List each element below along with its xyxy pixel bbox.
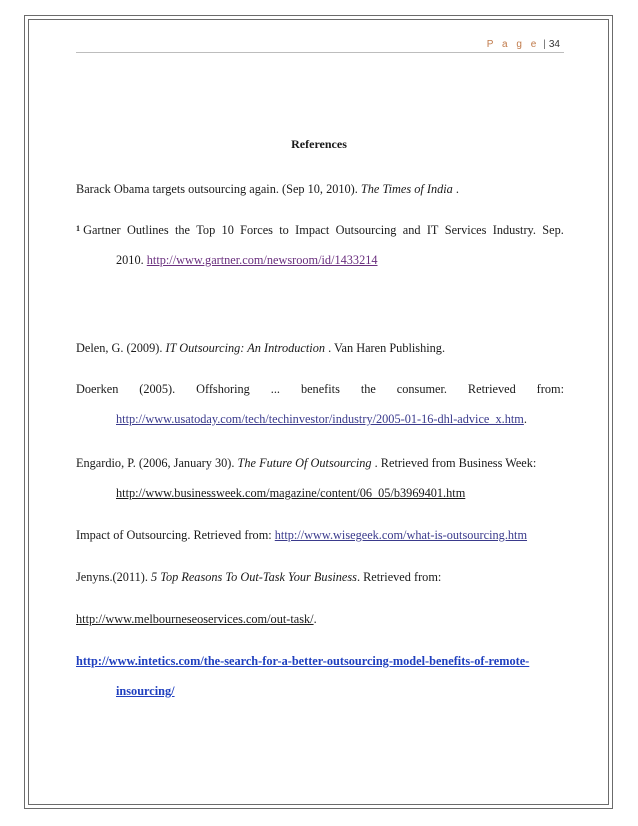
reference-text: Engardio, P. (2006, January 30). bbox=[76, 456, 238, 470]
reference-tail: . Van Haren Publishing. bbox=[325, 341, 446, 355]
reference-line bbox=[76, 222, 564, 238]
page-separator: | bbox=[543, 39, 546, 50]
reference-tail: . bbox=[523, 412, 527, 426]
reference-source: The Times of India bbox=[360, 182, 453, 196]
reference-word: the bbox=[174, 223, 190, 237]
melbourne-link[interactable]: http://www.melbourneseoservices.com/out-task/ bbox=[76, 612, 314, 626]
reference-word: 10 bbox=[221, 223, 234, 237]
reference-continuation bbox=[116, 252, 378, 268]
page-label: P a g e bbox=[486, 39, 540, 50]
reference-text: Impact of Outsourcing. Retrieved from: bbox=[76, 528, 275, 542]
reference-melbourne bbox=[76, 611, 564, 627]
reference-word: Top bbox=[196, 223, 216, 237]
reference-word: (2005). bbox=[139, 382, 176, 396]
intetics-link[interactable]: http://www.intetics.com/the-search-for-a-better-outsourcing-model-benefits-of-remote- bbox=[76, 654, 530, 668]
reference-tail: . Retrieved from: bbox=[356, 570, 442, 584]
reference-word: Outsourcing bbox=[335, 223, 397, 237]
intetics-link-continued[interactable]: insourcing/ bbox=[116, 684, 175, 698]
usatoday-link[interactable]: http://www.usatoday.com/tech/techinvestor/industry/2005-01-16-dhl-advice_x.htm bbox=[116, 412, 524, 426]
reference-text: Delen, G. (2009). bbox=[76, 341, 166, 355]
reference-intetics bbox=[76, 653, 564, 698]
reference-title: IT Outsourcing: An Introduction bbox=[165, 341, 326, 355]
businessweek-link[interactable]: http://www.businessweek.com/magazine/content/06_05/b3969401.htm bbox=[116, 486, 466, 500]
reference-word: the bbox=[360, 382, 376, 396]
reference-title: 5 Top Reasons To Out-Task Your Business bbox=[151, 570, 357, 584]
references-title: References bbox=[291, 137, 347, 151]
reference-word: ... bbox=[270, 382, 280, 396]
reference-line bbox=[76, 381, 564, 397]
reference-word: IT bbox=[426, 223, 439, 237]
reference-continuation bbox=[116, 485, 465, 501]
reference-word: Outlines bbox=[126, 223, 169, 237]
reference-word: Doerken bbox=[76, 382, 119, 396]
reference-continuation bbox=[116, 411, 527, 427]
reference-word: Impact bbox=[295, 223, 330, 237]
reference-word: Sep. bbox=[542, 223, 564, 237]
reference-tail: . bbox=[313, 612, 317, 626]
reference-tail: . bbox=[452, 182, 459, 196]
gartner-link[interactable]: http://www.gartner.com/newsroom/id/1433214 bbox=[146, 253, 378, 267]
reference-text: Barack Obama targets outsourcing again. (Sep 10, 2010). bbox=[76, 182, 361, 196]
footnote-marker: 1 bbox=[76, 224, 80, 233]
reference-gartner bbox=[76, 222, 564, 267]
reference-doerken bbox=[76, 381, 564, 426]
reference-continuation bbox=[116, 683, 175, 699]
reference-word: $^1$ Gartner bbox=[76, 223, 121, 237]
reference-word: Forces bbox=[240, 223, 273, 237]
reference-word: benefits bbox=[300, 382, 340, 396]
reference-title: The Future Of Outsourcing bbox=[237, 456, 372, 470]
reference-word: from: bbox=[536, 382, 564, 396]
reference-text: Jenyns.(2011). bbox=[76, 570, 152, 584]
reference-tail: . Retrieved from Business Week: bbox=[371, 456, 537, 470]
wisegeek-link[interactable]: http://www.wisegeek.com/what-is-outsourcing.htm bbox=[274, 528, 528, 542]
reference-word: Industry. bbox=[492, 223, 536, 237]
reference-engardio bbox=[76, 455, 564, 500]
reference-text: 2010. bbox=[116, 253, 147, 267]
reference-word: Offshoring bbox=[196, 382, 250, 396]
page-header bbox=[487, 39, 560, 50]
reference-word: Retrieved bbox=[467, 382, 516, 396]
reference-delen bbox=[76, 340, 564, 356]
page-number: 34 bbox=[548, 39, 560, 50]
header-rule bbox=[76, 52, 564, 53]
reference-word: consumer. bbox=[396, 382, 447, 396]
reference-jenyns bbox=[76, 569, 564, 585]
reference-word: to bbox=[279, 223, 289, 237]
reference-impact bbox=[76, 527, 564, 543]
reference-word: Services bbox=[444, 223, 487, 237]
reference-word: and bbox=[402, 223, 421, 237]
reference-obama bbox=[76, 181, 564, 197]
